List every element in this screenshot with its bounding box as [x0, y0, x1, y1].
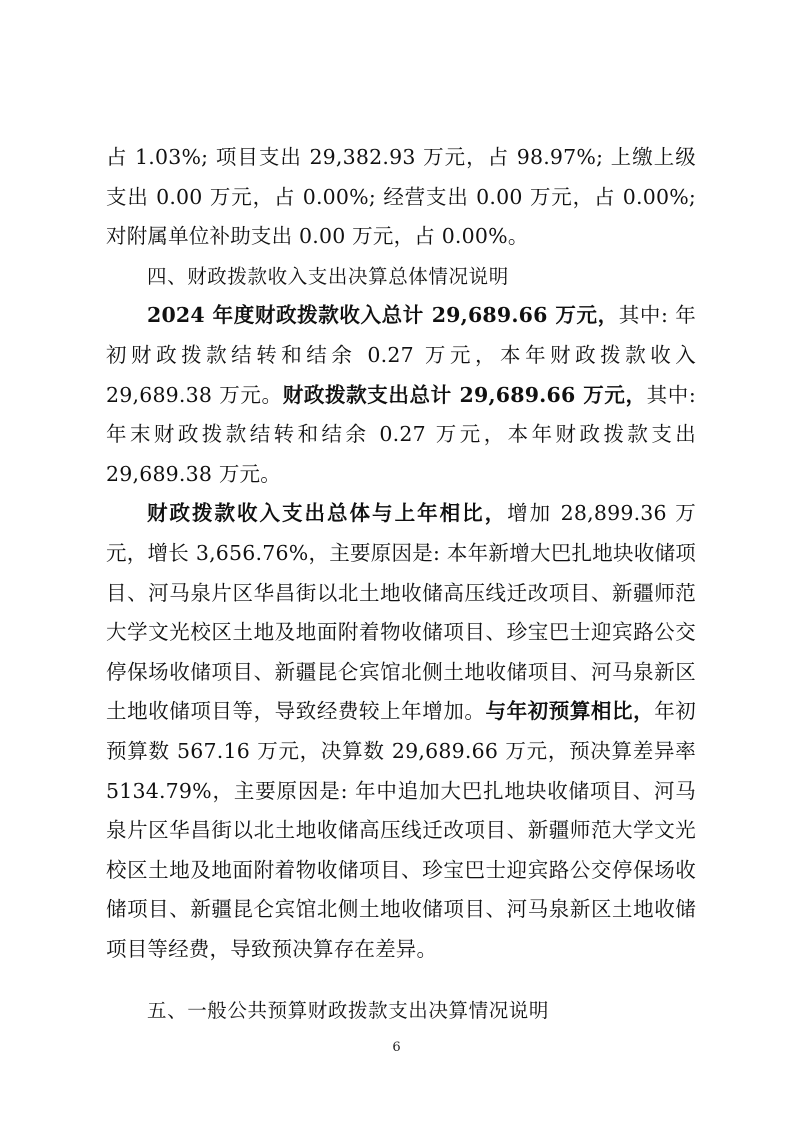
bold-expenditure-total: 财政拨款支出总计 29,689.66 万元，	[282, 382, 647, 407]
bold-vs-last-year: 财政拨款收入支出总体与上年相比，	[147, 501, 508, 526]
paragraph-expenditure-shares: 占 1.03%; 项目支出 29,382.93 万元，占 98.97%; 上缴上级支出 0.00 万元，占 0.00%; 经营支出 0.00 万元，占 0.00%; 对附属单位补助支出 0.00 万元，占 0.00%。	[106, 145, 696, 249]
vs-budget-text: 年初预算数 567.16 万元，决算数 29,689.66 万元，预决算差异率 5134.79%，主要原因是: 年中追加大巴扎地块收储项目、河马泉片区华昌街以北土地收储高压线迁改项目、新疆师范大学文光校区土地及地面附着物收储项目、珍宝巴士迎宾路公交停保场收储项目、新疆昆仑宾馆北侧土地收储项目、河马泉新区土地收储项目等经费，导致预决算存在差异。	[106, 699, 696, 961]
bold-income-total: 2024 年度财政拨款收入总计 29,689.66 万元，	[147, 303, 619, 328]
income-detail-text: 其中: 年初财政拨款结转和结余 0.27 万元，本年财政拨款收入 29,689.38 万元。	[106, 303, 696, 407]
page-content	[106, 138, 696, 1031]
paragraph-fiscal-totals	[106, 296, 696, 494]
section-heading-5: 五、一般公共预算财政拨款支出决算情况说明	[147, 999, 550, 1023]
paragraph-comparison	[106, 494, 696, 969]
page-number: 6	[392, 1040, 401, 1055]
bold-vs-budget: 与年初预算相比，	[485, 699, 655, 724]
expenditure-detail-text: 其中: 年末财政拨款结转和结余 0.27 万元，本年财政拨款支出 29,689.38 万元。	[106, 382, 696, 486]
vs-last-year-text: 增加 28,899.36 万元，增长 3,656.76%，主要原因是: 本年新增大巴扎地块收储项目、河马泉片区华昌街以北土地收储高压线迁改项目、新疆师范大学文光校区土地及地面附着物收储项目、珍宝巴士迎宾路公交停保场收储项目、新疆昆仑宾馆北侧土地收储项目、河马泉新区土地收储项目等，导致经费较上年增加。	[106, 501, 696, 724]
section-heading-4: 四、财政拨款收入支出决算总体情况说明	[147, 264, 509, 288]
